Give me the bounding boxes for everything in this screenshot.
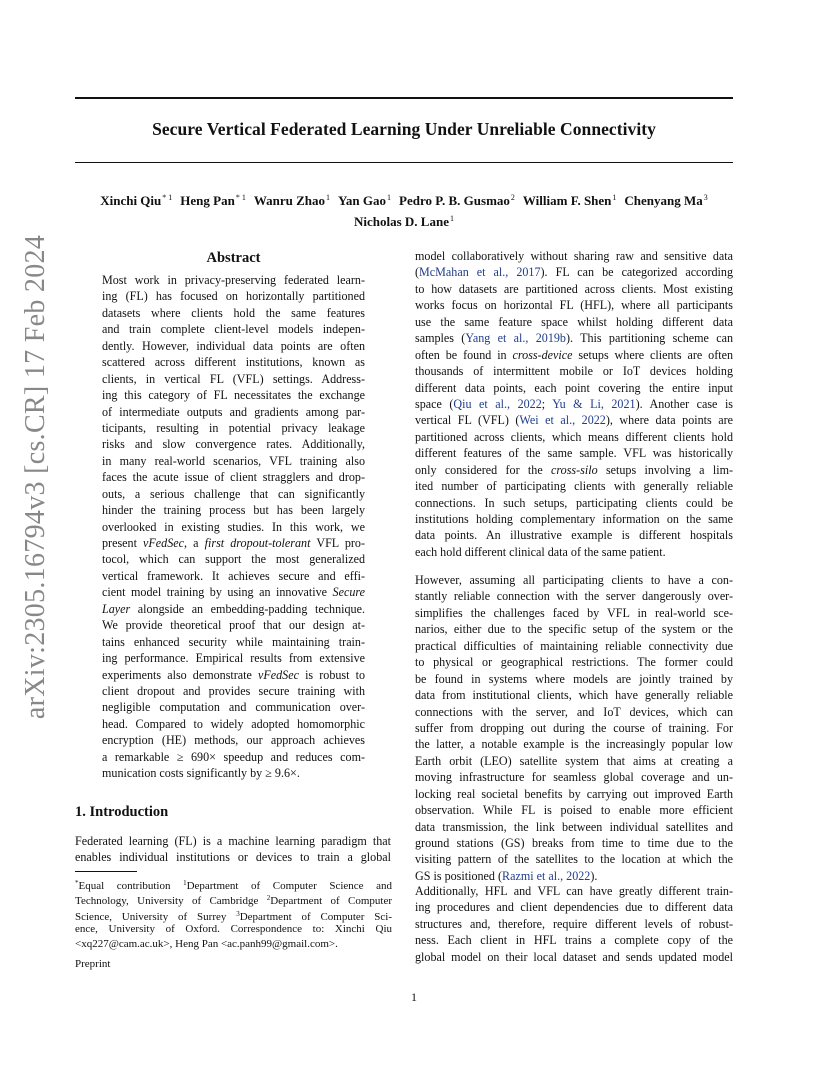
column2-paragraph-2 [415, 572, 733, 884]
text-line: stantly reliable connection with the server dangerously over- [415, 589, 733, 604]
introduction-body [75, 833, 391, 866]
text-line: vertical FL (VFL) (Wei et al., 2022), where data points are [415, 413, 734, 428]
text-line: scattered across different institutions, known as [102, 355, 365, 370]
text-line: negligible computation and communication over- [102, 700, 365, 715]
column2-paragraph-3 [415, 883, 733, 965]
text-line: use the same feature space whilst holding different data [415, 314, 733, 329]
text-line: outs, a serious challenge that can significantly [102, 486, 365, 501]
text-line: practical difficulties of maintaining reliable connectivity due [415, 638, 733, 653]
text-line: and train complete client-level models indepen- [102, 322, 365, 337]
text-line: partitioned across clients, which means different clients hold [415, 429, 733, 444]
author-affiliation-mark: 1 [387, 193, 392, 202]
text-line: structures and, therefore, require different levels of robust- [415, 916, 733, 931]
text-line: ence, University of Oxford. Correspondence to: Xinchi Qiu [75, 922, 392, 935]
abstract-body [102, 272, 365, 782]
text-line: ing this category of FL necessitates the exchange [102, 388, 365, 403]
text-line: hinder the training process but has been largely [102, 503, 365, 518]
author-list [75, 189, 733, 231]
text-line: ness. Each client in HFL trains a complete copy of the [415, 933, 733, 948]
text-line: vertical framework. It achieves secure and effi- [102, 568, 365, 583]
text-line: connections. In such setups, participating clients could be [415, 495, 733, 510]
text-line: GS is positioned (Razmi et al., 2022). [415, 868, 598, 883]
text-line: a remarkable ≥ 690× speedup and reduces com- [102, 749, 365, 764]
text-line: global model on their local dataset and sends updated model [415, 949, 733, 964]
text-line: data from institutional clients, which have generally reliable [415, 688, 733, 703]
text-line: <xq227@cam.ac.uk>, Heng Pan <ac.panh99@gmail.com>. [75, 938, 338, 951]
text-line: be found in systems where models are jointly trained by [415, 671, 733, 686]
text-line: space (Qiu et al., 2022; Yu & Li, 2021). Another case is [415, 396, 734, 411]
text-line: tains enhanced security while maintaining train- [102, 634, 365, 649]
text-line: visiting pattern of the satellites to the location at which the [415, 852, 733, 867]
text-line: client dropout and provides secure training with [102, 683, 365, 698]
author-name: Wanru Zhao$^1$ [253, 193, 330, 208]
text-line: clients, in vertical FL (VFL) settings. Address- [102, 371, 365, 386]
text-line: tocol, which can support the most generalized [102, 552, 365, 567]
title-top-rule [75, 97, 733, 99]
text-line: Additionally, HFL and VFL can have greatly different train- [415, 884, 733, 898]
text-line: However, assuming all participating clients to have a con- [415, 573, 733, 587]
footnote-rule [75, 871, 137, 872]
text-line: enables individual institutions or devices to train a global [75, 850, 391, 865]
author-affiliation-mark: 3 [703, 193, 708, 202]
column2-paragraph-1 [415, 248, 733, 560]
text-line: observation. While FL is poised to enable more efficient [415, 803, 733, 818]
text-line: works focus on horizontal FL (HFL), where all participants [415, 298, 733, 313]
text-line: ing (FL) has focused on horizontally partitioned [102, 289, 365, 304]
text-line: Science, University of Surrey $^3$Department of Computer Sci- [75, 909, 392, 923]
text-line: *Equal contribution $^1$Department of Computer Science and [75, 879, 392, 892]
abstract-heading: Abstract [206, 250, 261, 266]
text-line: locking real societal benefits by carrying out improved Earth [415, 786, 733, 801]
text-line: in many real-world scenarios, VFL training also [102, 453, 365, 468]
text-line: simplifies the challenges faced by VFL in real-world sce- [415, 605, 733, 620]
author-affiliation-mark: 1 [612, 193, 617, 202]
text-line: different features of the same sample. VFL was historically [415, 446, 733, 461]
text-line: connections with the server, and IoT devices, which can [415, 704, 733, 719]
text-line: moving infrastructure for seamless global coverage and un- [415, 770, 733, 785]
text-line: ing procedures and client dependencies due to different data [415, 900, 733, 915]
title-bottom-rule [75, 162, 733, 163]
text-line: different data points, each point covering the entire input [415, 380, 733, 395]
text-line: cient model training by using an innovative Secure [102, 585, 365, 600]
author-name: William F. Shen$^1$ [522, 193, 617, 208]
author-name: Yan Gao$^1$ [337, 193, 392, 208]
author-name: Xinchi Qiu$^{* 1}$ [100, 193, 173, 208]
text-line: We provide theoretical proof that our design at- [102, 618, 365, 633]
text-line: datasets where clients hold the same features [102, 305, 365, 320]
introduction-heading: 1. Introduction [75, 804, 169, 820]
text-line: risks and slow convergence rates. Additionally, [102, 437, 365, 452]
text-line: ing performance. Empirical results from extensive [102, 651, 365, 666]
text-line: model collaboratively without sharing raw and sensitive data [415, 249, 733, 263]
author-name: Pedro P. B. Gusmao$^2$ [399, 193, 515, 208]
text-line: suffer from dropping out during the course of training. For [415, 720, 733, 735]
author-line [75, 189, 733, 210]
text-line: munication costs significantly by ≥ 9.6×. [102, 766, 300, 781]
text-line: often be found in cross-device setups where clients are often [415, 347, 734, 362]
text-line: to how datasets are partitioned across clients. Most existing [415, 281, 733, 296]
text-line: Federated learning (FL) is a machine learning paradigm that [75, 834, 391, 848]
text-line: data transmission, the link between individual satellites and [415, 819, 733, 834]
text-line: only considered for the cross-silo setups involving a lim- [415, 462, 734, 477]
author-affiliation-mark: * 1 [235, 193, 246, 202]
text-line: each hold different clinical data of the same patient. [415, 544, 666, 559]
text-line: data points. An illustrative example is different hospitals [415, 528, 733, 543]
page-number: 1 [411, 990, 417, 1004]
text-line: (McMahan et al., 2017). FL can be categorized according [415, 265, 734, 280]
author-affiliation-mark: 1 [449, 214, 454, 223]
text-line: overlooked in existing studies. In this work, we [102, 519, 365, 534]
author-affiliation-mark: * 1 [162, 193, 173, 202]
text-line: Layer alongside an embedding-padding technique. [102, 601, 365, 616]
text-line: ground stations (GS) breaks from time to time due to the [415, 836, 733, 850]
text-line: to physical or geographical restrictions. The former could [415, 655, 733, 670]
arxiv-identifier-stamp: arXiv:2305.16794v3 [cs.CR] 17 Feb 2024 [20, 234, 51, 720]
text-line: head. Compared to widely adopted homomorphic [102, 716, 365, 731]
author-name: Chenyang Ma$^3$ [624, 193, 708, 208]
paper-title: Secure Vertical Federated Learning Under Unreliable Connectivity [152, 119, 656, 139]
text-line: narios, either due to the specific setup of the system or the [415, 622, 733, 637]
text-line: ited number of participating clients with generally reliable [415, 479, 733, 494]
text-line: samples (Yang et al., 2019b). This partitioning scheme can [415, 331, 734, 346]
author-name: Heng Pan$^{* 1}$ [180, 193, 246, 208]
text-line: encryption (HE) methods, our approach achieves [102, 733, 365, 748]
text-line: dently. However, individual data points are often [102, 338, 365, 353]
text-line: Technology, University of Cambridge $^2$Department of Computer [75, 894, 392, 908]
text-line: ticipants, resulting in potential privacy leakage [102, 420, 365, 435]
text-line: the latter, a notable example is the increasingly popular low [415, 737, 733, 752]
author-affiliation-mark: 1 [325, 193, 330, 202]
author-name: Nicholas D. Lane$^1$ [354, 214, 454, 229]
text-line: faces the acute issue of client stragglers and drop- [102, 470, 365, 485]
preprint-label: Preprint [75, 958, 111, 970]
text-line: of intermediate outputs and gradients among par- [102, 404, 365, 419]
text-line: experiments also demonstrate vFedSec is robust to [102, 667, 365, 682]
author-affiliation-mark: 2 [510, 193, 515, 202]
text-line: thousands of intermittent mobile or IoT devices holding [415, 364, 733, 379]
text-line: present vFedSec, a first dropout-tolerant VFL pro- [102, 536, 365, 550]
footnote [75, 876, 392, 952]
text-line: institutions holding complementary information on the same [415, 512, 733, 526]
text-line: Earth orbit (LEO) satellite system that aims at creating a [415, 753, 733, 768]
text-line: Most work in privacy-preserving federated learn- [102, 273, 365, 287]
author-line [75, 210, 733, 231]
